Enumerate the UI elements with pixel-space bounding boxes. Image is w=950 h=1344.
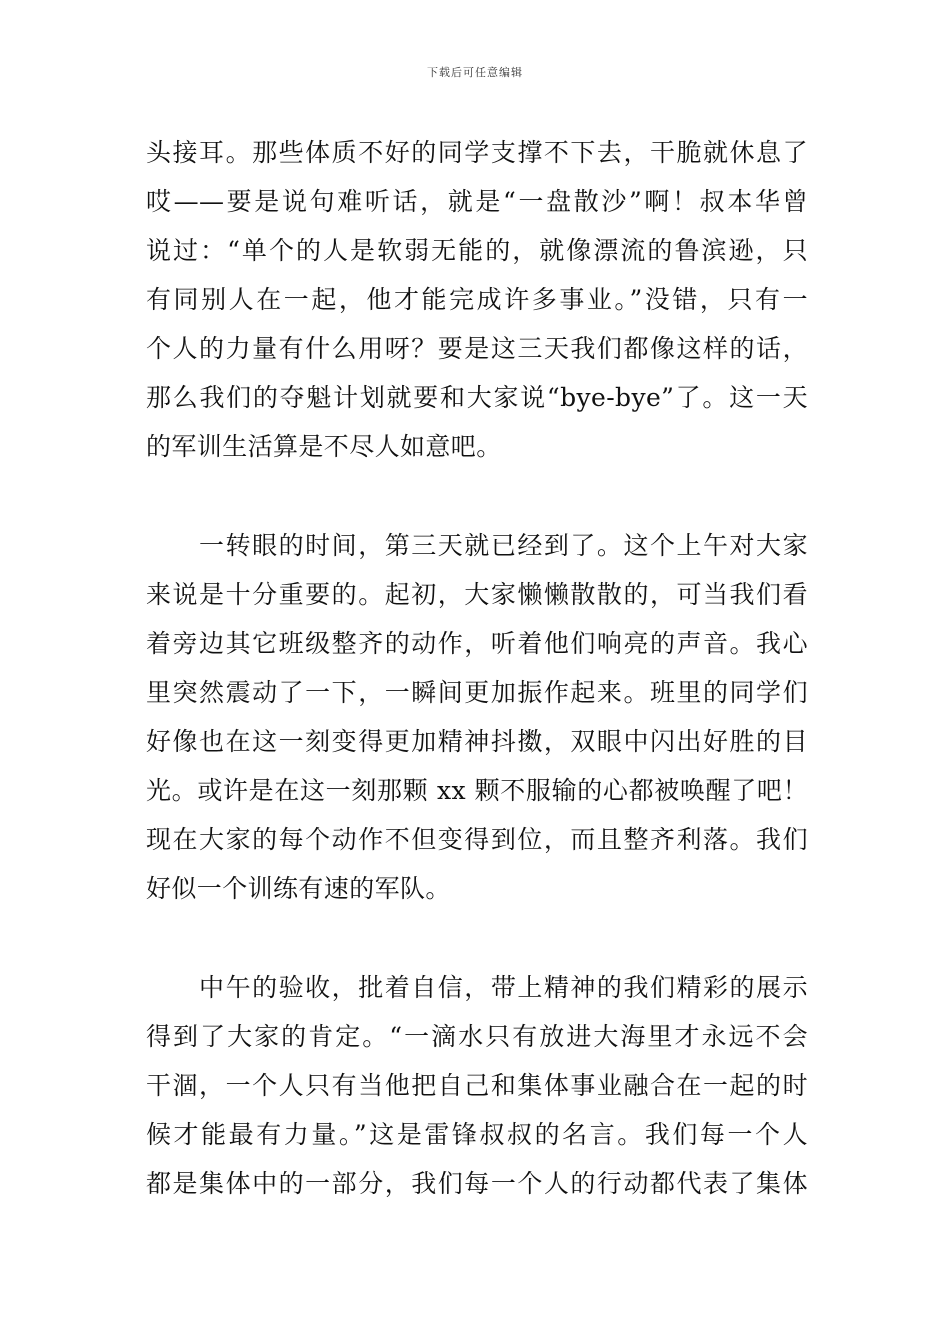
paragraph-gap [146,913,808,963]
text-line: 好像也在这一刻变得更加精神抖擞，双眼中闪出好胜的目 [146,727,808,756]
text-line: 干涸，一个人只有当他把自己和集体事业融合在一起的时 [146,1071,808,1100]
paragraph [146,521,808,913]
text-line: 来说是十分重要的。起初，大家懒懒散散的，可当我们看 [146,580,808,609]
text-line: 都是集体中的一部分，我们每一个人的行动都代表了集体 [146,1169,808,1198]
text-line: 有同别人在一起，他才能完成许多事业。”没错，只有一 [146,285,808,314]
text-line: 的军训生活算是不尽人如意吧。 [146,432,502,461]
text-line: 中午的验收，批着自信，带上精神的我们精彩的展示 [146,973,808,1002]
paragraph-gap [146,471,808,521]
document-body [146,128,808,1208]
text-line: 头接耳。那些体质不好的同学支撑不下去，干脆就休息了 [146,138,808,167]
paragraph [146,128,808,471]
paragraph [146,963,808,1208]
text-line: 光。或许是在这一刻那颗 xx 颗不服输的心都被唤醒了吧！ [146,776,808,805]
text-line: 好似一个训练有速的军队。 [146,874,451,903]
text-line: 得到了大家的肯定。“一滴水只有放进大海里才永远不会 [146,1022,808,1051]
text-line: 说过：“单个的人是软弱无能的，就像漂流的鲁滨逊，只 [146,236,808,265]
text-line: 那么我们的夺魁计划就要和大家说“bye-bye”了。这一天 [146,383,808,412]
text-line: 里突然震动了一下，一瞬间更加振作起来。班里的同学们 [146,678,808,707]
text-line: 现在大家的每个动作不但变得到位，而且整齐利落。我们 [146,825,808,854]
text-line: 哎——要是说句难听话，就是“一盘散沙”啊！叔本华曾 [146,187,808,216]
text-line: 着旁边其它班级整齐的动作，听着他们响亮的声音。我心 [146,629,808,658]
text-line: 候才能最有力量。”这是雷锋叔叔的名言。我们每一个人 [146,1120,808,1149]
text-line: 一转眼的时间，第三天就已经到了。这个上午对大家 [146,531,808,560]
page-header: 下载后可任意编辑 [427,66,523,79]
text-line: 个人的力量有什么用呀？要是这三天我们都像这样的话， [146,334,808,363]
